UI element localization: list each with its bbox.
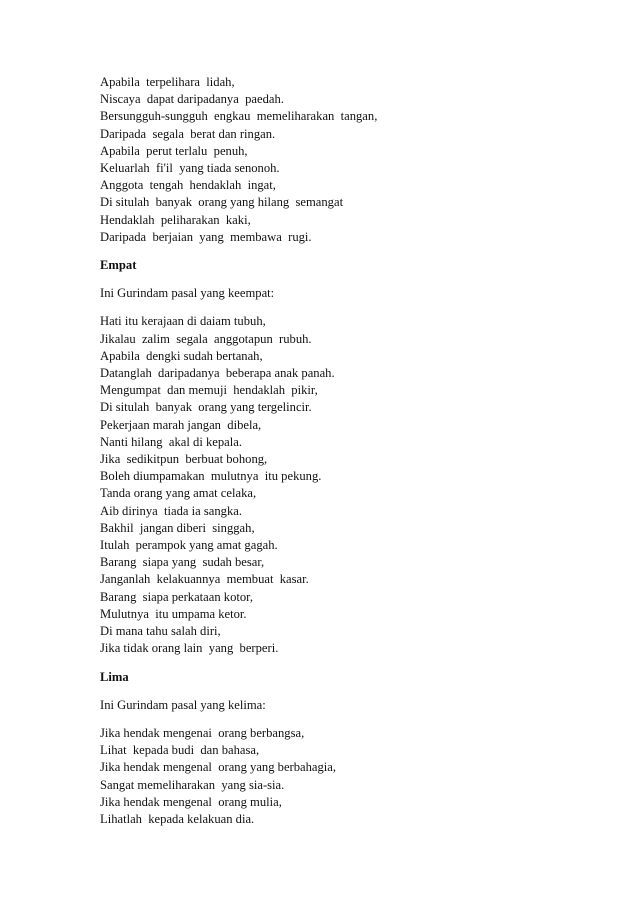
- verse-line: Jikalau zalim segala anggotapun rubuh.: [100, 331, 312, 346]
- stanza-empat: [100, 313, 600, 657]
- verse-line: Hendaklah peliharakan kaki,: [100, 212, 251, 227]
- verse-line: Keluarlah fi'il yang tiada senonoh.: [100, 161, 280, 176]
- verse-line: Daripada segala berat dan ringan.: [100, 126, 276, 141]
- verse-line: Itulah perampok yang amat gagah.: [100, 538, 278, 553]
- verse-line: Aib dirinya tiada ia sangka.: [100, 503, 242, 518]
- verse-line: Nanti hilang akal di kepala.: [100, 434, 242, 449]
- verse-line: Pekerjaan marah jangan dibela,: [100, 417, 262, 432]
- verse-line: Niscaya dapat daripadanya paedah.: [100, 92, 284, 107]
- verse-line: Anggota tengah hendaklah ingat,: [100, 178, 276, 193]
- verse-line: Janganlah kelakuannya membuat kasar.: [100, 572, 309, 587]
- verse-line: Mengumpat dan memuji hendaklah pikir,: [100, 383, 318, 398]
- section-heading-empat: Empat: [100, 258, 137, 273]
- verse-line: Jika tidak orang lain yang berperi.: [100, 641, 279, 656]
- stanza-tiga-tail: [100, 74, 600, 246]
- verse-line: Jika sedikitpun berbuat bohong,: [100, 452, 268, 467]
- section-intro-empat: Ini Gurindam pasal yang keempat:: [100, 286, 275, 301]
- section-intro-lima: Ini Gurindam pasal yang kelima:: [100, 697, 266, 712]
- verse-line: Sangat memeliharakan yang sia-sia.: [100, 777, 285, 792]
- verse-line: Tanda orang yang amat celaka,: [100, 486, 257, 501]
- verse-line: Apabila dengki sudah bertanah,: [100, 348, 263, 363]
- verse-line: Hati itu kerajaan di daiam tubuh,: [100, 314, 266, 329]
- verse-line: Datanglah daripadanya beberapa anak panah.: [100, 366, 335, 381]
- verse-line: Jika hendak mengenal orang mulia,: [100, 794, 282, 809]
- verse-line: Jika hendak mengenal orang yang berbahagia,: [100, 760, 337, 775]
- stanza-lima: [100, 725, 600, 828]
- section-heading-lima: Lima: [100, 669, 129, 684]
- verse-line: Mulutnya itu umpama ketor.: [100, 606, 247, 621]
- verse-line: Di mana tahu salah diri,: [100, 624, 221, 639]
- verse-line: Lihat kepada budi dan bahasa,: [100, 743, 260, 758]
- verse-line: Apabila perut terlalu penuh,: [100, 143, 248, 158]
- verse-line: Daripada berjaian yang membawa rugi.: [100, 229, 312, 244]
- verse-line: Bersungguh-sungguh engkau memeliharakan tangan,: [100, 109, 378, 124]
- verse-line: Di situlah banyak orang yang tergelincir.: [100, 400, 312, 415]
- verse-line: Barang siapa perkataan kotor,: [100, 589, 254, 604]
- document-page: [100, 74, 600, 828]
- verse-line: Jika hendak mengenai orang berbangsa,: [100, 725, 305, 740]
- verse-line: Di situlah banyak orang yang hilang semangat: [100, 195, 344, 210]
- verse-line: Bakhil jangan diberi singgah,: [100, 520, 255, 535]
- verse-line: Boleh diumpamakan mulutnya itu pekung.: [100, 469, 322, 484]
- verse-line: Lihatlah kepada kelakuan dia.: [100, 811, 255, 826]
- verse-line: Apabila terpelihara lidah,: [100, 75, 235, 89]
- verse-line: Barang siapa yang sudah besar,: [100, 555, 265, 570]
